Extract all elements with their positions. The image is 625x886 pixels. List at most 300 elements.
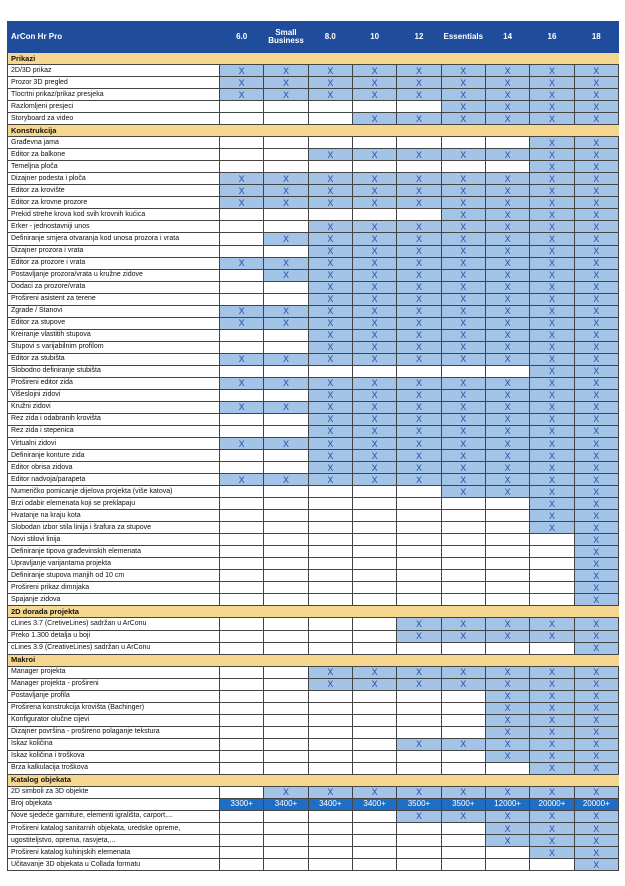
feature-label: Definiranje stupova manjih od 10 cm	[8, 570, 220, 582]
object-count-cell: 3500+	[441, 798, 485, 810]
empty-cell	[397, 714, 441, 726]
included-mark-cell: X	[530, 823, 574, 835]
feature-label: Slobodan izbor stila linija i šrafura za stupove	[8, 522, 220, 534]
empty-cell	[308, 690, 352, 702]
included-mark-cell: X	[308, 425, 352, 437]
included-mark-cell: X	[574, 498, 618, 510]
empty-cell	[485, 510, 529, 522]
included-mark-cell: X	[441, 197, 485, 209]
included-mark-cell: X	[397, 257, 441, 269]
empty-cell	[308, 738, 352, 750]
included-mark-cell: X	[220, 317, 264, 329]
empty-cell	[397, 486, 441, 498]
included-mark-cell: X	[441, 413, 485, 425]
included-mark-cell: X	[352, 185, 396, 197]
table-row	[8, 798, 619, 810]
empty-cell	[441, 594, 485, 606]
empty-cell	[485, 498, 529, 510]
comparison-table-container	[7, 21, 618, 871]
empty-cell	[220, 425, 264, 437]
empty-cell	[352, 161, 396, 173]
included-mark-cell: X	[441, 401, 485, 413]
included-mark-cell: X	[485, 245, 529, 257]
included-mark-cell: X	[485, 618, 529, 630]
included-mark-cell: X	[397, 438, 441, 450]
included-mark-cell: X	[574, 594, 618, 606]
included-mark-cell: X	[308, 245, 352, 257]
empty-cell	[441, 534, 485, 546]
included-mark-cell: X	[352, 666, 396, 678]
table-row	[8, 77, 619, 89]
feature-label: ugostiteljstvo, oprema, rasvjeta,...	[8, 835, 220, 847]
included-mark-cell: X	[574, 786, 618, 798]
included-mark-cell: X	[530, 835, 574, 847]
included-mark-cell: X	[485, 305, 529, 317]
included-mark-cell: X	[530, 474, 574, 486]
table-row	[8, 859, 619, 871]
included-mark-cell: X	[352, 413, 396, 425]
table-row	[8, 558, 619, 570]
table-row	[8, 233, 619, 245]
table-row	[8, 534, 619, 546]
version-header: 10	[352, 22, 396, 53]
feature-label: Preko 1.300 detalja u boji	[8, 630, 220, 642]
included-mark-cell: X	[264, 377, 308, 389]
included-mark-cell: X	[308, 173, 352, 185]
included-mark-cell: X	[574, 185, 618, 197]
included-mark-cell: X	[530, 377, 574, 389]
included-mark-cell: X	[308, 185, 352, 197]
included-mark-cell: X	[530, 618, 574, 630]
empty-cell	[220, 714, 264, 726]
section-header-row	[8, 53, 619, 65]
included-mark-cell: X	[397, 65, 441, 77]
included-mark-cell: X	[308, 281, 352, 293]
empty-cell	[441, 365, 485, 377]
feature-label: Erker - jednostavniji unos	[8, 221, 220, 233]
included-mark-cell: X	[441, 786, 485, 798]
included-mark-cell: X	[574, 522, 618, 534]
included-mark-cell: X	[308, 269, 352, 281]
table-row	[8, 197, 619, 209]
included-mark-cell: X	[530, 161, 574, 173]
empty-cell	[397, 702, 441, 714]
included-mark-cell: X	[530, 702, 574, 714]
included-mark-cell: X	[530, 750, 574, 762]
included-mark-cell: X	[574, 317, 618, 329]
included-mark-cell: X	[530, 425, 574, 437]
included-mark-cell: X	[264, 786, 308, 798]
empty-cell	[352, 510, 396, 522]
feature-label: Definiranje tipova građevinskih elemenata	[8, 546, 220, 558]
included-mark-cell: X	[352, 317, 396, 329]
included-mark-cell: X	[530, 305, 574, 317]
empty-cell	[220, 413, 264, 425]
feature-label: Definiranje smjera otvaranja kod unosa prozora i vrata	[8, 233, 220, 245]
included-mark-cell: X	[397, 305, 441, 317]
included-mark-cell: X	[574, 293, 618, 305]
included-mark-cell: X	[485, 329, 529, 341]
empty-cell	[352, 209, 396, 221]
included-mark-cell: X	[441, 113, 485, 125]
included-mark-cell: X	[308, 474, 352, 486]
empty-cell	[220, 702, 264, 714]
empty-cell	[530, 594, 574, 606]
table-row	[8, 65, 619, 77]
included-mark-cell: X	[441, 666, 485, 678]
table-row	[8, 185, 619, 197]
included-mark-cell: X	[574, 438, 618, 450]
included-mark-cell: X	[264, 173, 308, 185]
included-mark-cell: X	[441, 269, 485, 281]
empty-cell	[485, 570, 529, 582]
included-mark-cell: X	[441, 305, 485, 317]
feature-label: Prošireni prikaz dimnjaka	[8, 582, 220, 594]
included-mark-cell: X	[530, 450, 574, 462]
feature-label: cLines 3.7 (CretiveLines) sadržan u ArConu	[8, 618, 220, 630]
empty-cell	[264, 666, 308, 678]
included-mark-cell: X	[530, 666, 574, 678]
empty-cell	[264, 293, 308, 305]
included-mark-cell: X	[485, 738, 529, 750]
included-mark-cell: X	[220, 305, 264, 317]
table-row	[8, 413, 619, 425]
included-mark-cell: X	[352, 450, 396, 462]
empty-cell	[308, 365, 352, 377]
empty-cell	[308, 714, 352, 726]
included-mark-cell: X	[441, 341, 485, 353]
included-mark-cell: X	[574, 173, 618, 185]
empty-cell	[264, 498, 308, 510]
feature-label: Manager projekta	[8, 666, 220, 678]
empty-cell	[397, 847, 441, 859]
included-mark-cell: X	[352, 305, 396, 317]
included-mark-cell: X	[574, 690, 618, 702]
table-row	[8, 317, 619, 329]
included-mark-cell: X	[574, 582, 618, 594]
empty-cell	[220, 678, 264, 690]
included-mark-cell: X	[485, 702, 529, 714]
empty-cell	[352, 762, 396, 774]
feature-label: Dodaci za prozore/vrata	[8, 281, 220, 293]
feature-label: Postavljanje profila	[8, 690, 220, 702]
empty-cell	[220, 630, 264, 642]
included-mark-cell: X	[530, 173, 574, 185]
included-mark-cell: X	[308, 89, 352, 101]
feature-label: Prozor 3D pregled	[8, 77, 220, 89]
included-mark-cell: X	[441, 65, 485, 77]
empty-cell	[441, 762, 485, 774]
included-mark-cell: X	[397, 113, 441, 125]
included-mark-cell: X	[574, 197, 618, 209]
included-mark-cell: X	[574, 221, 618, 233]
empty-cell	[264, 341, 308, 353]
included-mark-cell: X	[441, 77, 485, 89]
table-row	[8, 137, 619, 149]
table-row	[8, 582, 619, 594]
included-mark-cell: X	[441, 221, 485, 233]
included-mark-cell: X	[264, 317, 308, 329]
included-mark-cell: X	[397, 185, 441, 197]
empty-cell	[220, 281, 264, 293]
empty-cell	[441, 498, 485, 510]
included-mark-cell: X	[530, 209, 574, 221]
included-mark-cell: X	[574, 823, 618, 835]
empty-cell	[220, 161, 264, 173]
included-mark-cell: X	[397, 317, 441, 329]
included-mark-cell: X	[574, 546, 618, 558]
feature-label: Proširena konstrukcija krovišta (Bachinger)	[8, 702, 220, 714]
included-mark-cell: X	[574, 750, 618, 762]
included-mark-cell: X	[352, 341, 396, 353]
included-mark-cell: X	[485, 209, 529, 221]
table-row	[8, 702, 619, 714]
included-mark-cell: X	[485, 173, 529, 185]
empty-cell	[220, 594, 264, 606]
included-mark-cell: X	[352, 149, 396, 161]
included-mark-cell: X	[441, 101, 485, 113]
included-mark-cell: X	[441, 209, 485, 221]
included-mark-cell: X	[485, 101, 529, 113]
empty-cell	[308, 618, 352, 630]
feature-label: Editor za stubišta	[8, 353, 220, 365]
empty-cell	[397, 546, 441, 558]
included-mark-cell: X	[308, 293, 352, 305]
included-mark-cell: X	[397, 450, 441, 462]
included-mark-cell: X	[397, 329, 441, 341]
empty-cell	[530, 642, 574, 654]
included-mark-cell: X	[530, 281, 574, 293]
included-mark-cell: X	[485, 786, 529, 798]
included-mark-cell: X	[485, 65, 529, 77]
included-mark-cell: X	[441, 438, 485, 450]
included-mark-cell: X	[441, 618, 485, 630]
included-mark-cell: X	[264, 353, 308, 365]
empty-cell	[308, 546, 352, 558]
included-mark-cell: X	[530, 389, 574, 401]
included-mark-cell: X	[441, 353, 485, 365]
feature-label: Editor obrisa zidova	[8, 462, 220, 474]
empty-cell	[308, 630, 352, 642]
included-mark-cell: X	[485, 462, 529, 474]
empty-cell	[220, 365, 264, 377]
empty-cell	[264, 486, 308, 498]
included-mark-cell: X	[220, 377, 264, 389]
included-mark-cell: X	[308, 233, 352, 245]
empty-cell	[308, 558, 352, 570]
included-mark-cell: X	[574, 835, 618, 847]
included-mark-cell: X	[397, 149, 441, 161]
empty-cell	[441, 835, 485, 847]
included-mark-cell: X	[574, 450, 618, 462]
feature-label: Kreiranje vlastitih stupova	[8, 329, 220, 341]
included-mark-cell: X	[308, 305, 352, 317]
empty-cell	[397, 726, 441, 738]
empty-cell	[441, 702, 485, 714]
empty-cell	[264, 558, 308, 570]
empty-cell	[352, 558, 396, 570]
empty-cell	[352, 835, 396, 847]
empty-cell	[220, 269, 264, 281]
included-mark-cell: X	[574, 666, 618, 678]
empty-cell	[264, 113, 308, 125]
feature-label: cLines 3.9 (CreativeLines) sadržan u ArConu	[8, 642, 220, 654]
included-mark-cell: X	[530, 630, 574, 642]
empty-cell	[397, 582, 441, 594]
empty-cell	[441, 137, 485, 149]
empty-cell	[352, 365, 396, 377]
included-mark-cell: X	[441, 185, 485, 197]
empty-cell	[352, 859, 396, 871]
included-mark-cell: X	[264, 197, 308, 209]
included-mark-cell: X	[574, 738, 618, 750]
included-mark-cell: X	[530, 185, 574, 197]
empty-cell	[352, 630, 396, 642]
included-mark-cell: X	[530, 137, 574, 149]
included-mark-cell: X	[574, 630, 618, 642]
included-mark-cell: X	[308, 389, 352, 401]
empty-cell	[308, 859, 352, 871]
included-mark-cell: X	[397, 462, 441, 474]
empty-cell	[485, 847, 529, 859]
empty-cell	[220, 221, 264, 233]
empty-cell	[352, 594, 396, 606]
table-row	[8, 486, 619, 498]
table-row	[8, 570, 619, 582]
feature-label: Novi stilovi linija	[8, 534, 220, 546]
table-row	[8, 462, 619, 474]
table-row	[8, 438, 619, 450]
included-mark-cell: X	[352, 329, 396, 341]
included-mark-cell: X	[574, 149, 618, 161]
empty-cell	[397, 209, 441, 221]
empty-cell	[308, 823, 352, 835]
included-mark-cell: X	[397, 810, 441, 822]
included-mark-cell: X	[352, 197, 396, 209]
empty-cell	[308, 810, 352, 822]
empty-cell	[485, 582, 529, 594]
empty-cell	[220, 726, 264, 738]
included-mark-cell: X	[308, 401, 352, 413]
version-header: Small Business	[264, 22, 308, 53]
included-mark-cell: X	[485, 197, 529, 209]
table-row	[8, 738, 619, 750]
empty-cell	[264, 582, 308, 594]
included-mark-cell: X	[530, 257, 574, 269]
feature-label: Brza kalkulacija troškova	[8, 762, 220, 774]
empty-cell	[308, 750, 352, 762]
empty-cell	[264, 702, 308, 714]
empty-cell	[352, 522, 396, 534]
empty-cell	[264, 726, 308, 738]
empty-cell	[352, 847, 396, 859]
empty-cell	[220, 582, 264, 594]
included-mark-cell: X	[308, 450, 352, 462]
included-mark-cell: X	[574, 161, 618, 173]
included-mark-cell: X	[308, 65, 352, 77]
feature-label: Definiranje konture zida	[8, 450, 220, 462]
included-mark-cell: X	[397, 281, 441, 293]
included-mark-cell: X	[308, 786, 352, 798]
empty-cell	[264, 534, 308, 546]
feature-label: Broj objekata	[8, 798, 220, 810]
included-mark-cell: X	[352, 353, 396, 365]
feature-label: Dizajner površina - prošireno polaganje tekstura	[8, 726, 220, 738]
included-mark-cell: X	[485, 185, 529, 197]
included-mark-cell: X	[397, 245, 441, 257]
empty-cell	[397, 823, 441, 835]
empty-cell	[352, 486, 396, 498]
included-mark-cell: X	[485, 714, 529, 726]
table-row	[8, 835, 619, 847]
empty-cell	[264, 546, 308, 558]
included-mark-cell: X	[352, 77, 396, 89]
empty-cell	[352, 101, 396, 113]
feature-label: Editor za stupove	[8, 317, 220, 329]
included-mark-cell: X	[397, 389, 441, 401]
empty-cell	[220, 786, 264, 798]
feature-label: Prošireni asistent za terene	[8, 293, 220, 305]
included-mark-cell: X	[441, 678, 485, 690]
table-row	[8, 389, 619, 401]
included-mark-cell: X	[352, 474, 396, 486]
table-row	[8, 474, 619, 486]
empty-cell	[264, 101, 308, 113]
included-mark-cell: X	[485, 281, 529, 293]
section-band	[220, 774, 619, 786]
included-mark-cell: X	[485, 438, 529, 450]
empty-cell	[220, 233, 264, 245]
included-mark-cell: X	[530, 786, 574, 798]
table-row	[8, 810, 619, 822]
included-mark-cell: X	[574, 486, 618, 498]
included-mark-cell: X	[485, 823, 529, 835]
empty-cell	[441, 510, 485, 522]
empty-cell	[264, 642, 308, 654]
empty-cell	[220, 810, 264, 822]
empty-cell	[397, 498, 441, 510]
empty-cell	[220, 510, 264, 522]
included-mark-cell: X	[308, 257, 352, 269]
included-mark-cell: X	[264, 305, 308, 317]
included-mark-cell: X	[397, 413, 441, 425]
included-mark-cell: X	[352, 221, 396, 233]
empty-cell	[352, 714, 396, 726]
included-mark-cell: X	[574, 89, 618, 101]
empty-cell	[441, 690, 485, 702]
included-mark-cell: X	[574, 329, 618, 341]
included-mark-cell: X	[530, 738, 574, 750]
table-row	[8, 690, 619, 702]
included-mark-cell: X	[308, 221, 352, 233]
empty-cell	[530, 558, 574, 570]
included-mark-cell: X	[530, 401, 574, 413]
empty-cell	[441, 161, 485, 173]
empty-cell	[220, 738, 264, 750]
empty-cell	[264, 510, 308, 522]
included-mark-cell: X	[264, 401, 308, 413]
included-mark-cell: X	[220, 438, 264, 450]
empty-cell	[530, 546, 574, 558]
empty-cell	[485, 762, 529, 774]
object-count-cell: 3300+	[220, 798, 264, 810]
feature-label: Postavljanje prozora/vrata u kružne zidove	[8, 269, 220, 281]
included-mark-cell: X	[352, 462, 396, 474]
table-row	[8, 101, 619, 113]
empty-cell	[397, 101, 441, 113]
feature-label: Numeričko pomicanje dijelova projekta (više katova)	[8, 486, 220, 498]
included-mark-cell: X	[220, 65, 264, 77]
